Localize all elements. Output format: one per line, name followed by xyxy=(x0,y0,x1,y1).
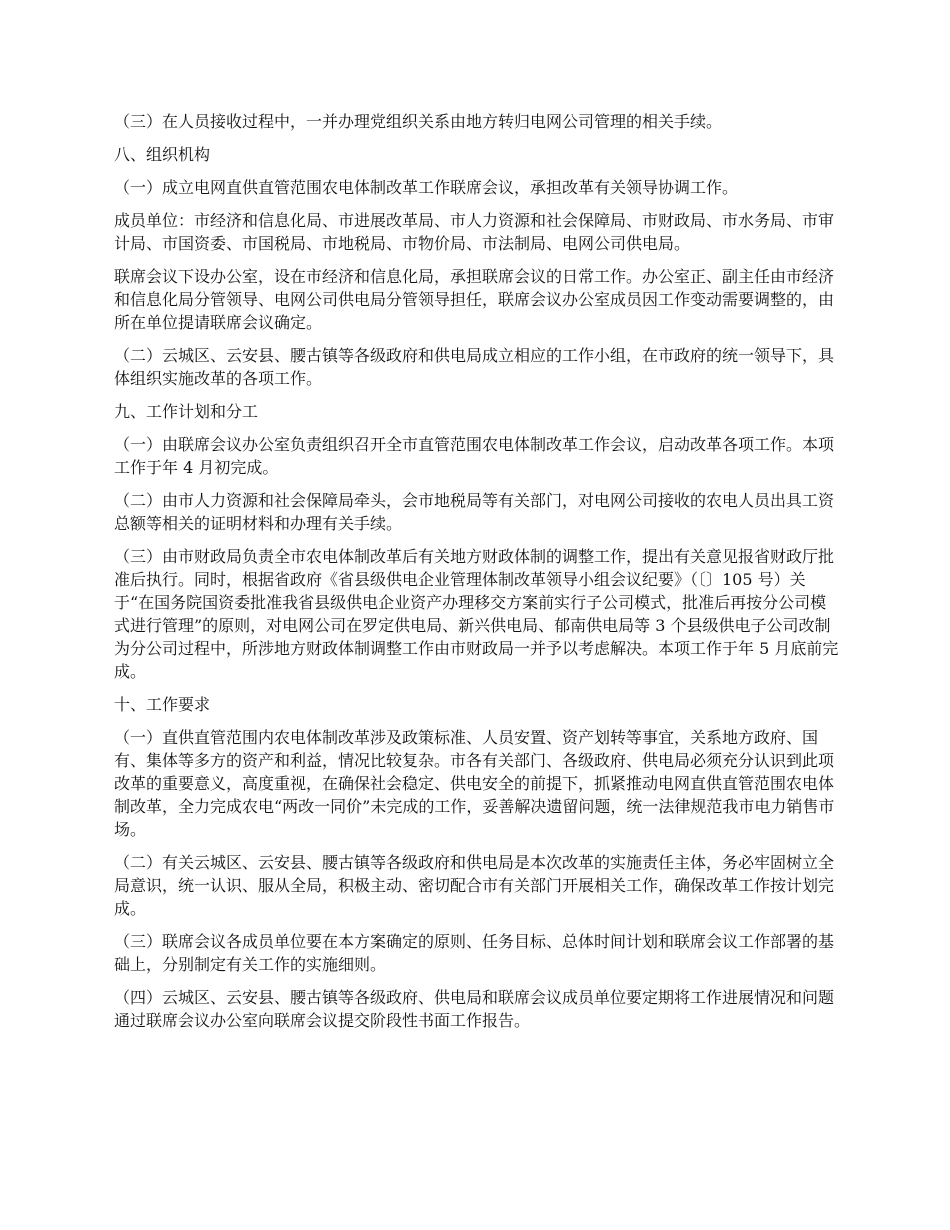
paragraph-9-3: （三）由市财政局负责全市农电体制改革后有关地方财政体制的调整工作，提出有关意见报省财政厅批准后执行。同时，根据省政府《省县级供电企业管理体制改革领导小组会议纪要》（〔〕105 号）关于“在国务院国资委批准我省县级供电企业资产办理移交方案前实行子公司模式，批准后再按分公司模式进行管理”的原则，对电网公司在罗定供电局、新兴供电局、郁南供电局等 3 个县级供电子公司改制为分公司过程中，所涉地方财政体制调整工作由市财政局一并予以考虑解决。本项工作于年 5 月底前完成。 xyxy=(114,547,839,681)
paragraph-8-2-working-groups: （二）云城区、云安县、腰古镇等各级政府和供电局成立相应的工作小组，在市政府的统一领导下，具体组织实施改革的各项工作。 xyxy=(114,346,835,388)
paragraph-office: 联席会议下设办公室，设在市经济和信息化局，承担联席会议的日常工作。办公室正、副主任由市经济和信息化局分管领导、电网公司供电局分管领导担任，联席会议办公室成员因工作变动需要调整的，由所在单位提请联席会议确定。 xyxy=(114,267,835,332)
paragraph-10-3: （三）联席会议各成员单位要在本方案确定的原则、任务目标、总体时间计划和联席会议工作部署的基础上，分别制定有关工作的实施细则。 xyxy=(114,932,835,974)
paragraph-8-1-joint-meeting: （一）成立电网直供直管范围农电体制改革工作联席会议，承担改革有关领导协调工作。 xyxy=(114,178,739,197)
paragraph-10-1: （一）直供直管范围内农电体制改革涉及政策标准、人员安置、资产划转等事宜，关系地方政府、国有、集体等多方的资产和利益，情况比较复杂。市各有关部门、各级政府、供电局必须充分认识到此项改革的重要意义，高度重视，在确保社会稳定、供电安全的前提下，抓紧推动电网直供直管范围农电体制改革，全力完成农电“两改一同价”未完成的工作，妥善解决遗留问题，统一法律规范我市电力销售市场。 xyxy=(114,728,835,839)
section-heading-8: 八、组织机构 xyxy=(114,145,211,164)
document-body xyxy=(114,110,842,1042)
paragraph-10-4: （四）云城区、云安县、腰古镇等各级政府、供电局和联席会议成员单位要定期将工作进展情况和问题通过联席会议办公室向联席会议提交阶段性书面工作报告。 xyxy=(114,988,835,1030)
paragraph-9-2: （二）由市人力资源和社会保障局牵头，会市地税局等有关部门，对电网公司接收的农电人员出具工资总额等相关的证明材料和办理有关手续。 xyxy=(114,491,835,533)
paragraph-9-1: （一）由联席会议办公室负责组织召开全市直管范围农电体制改革工作会议，启动改革各项工作。本项工作于年 4 月初完成。 xyxy=(114,435,835,477)
section-heading-10: 十、工作要求 xyxy=(114,695,211,714)
paragraph-10-2: （二）有关云城区、云安县、腰古镇等各级政府和供电局是本次改革的实施责任主体，务必牢固树立全局意识，统一认识、服从全局，积极主动、密切配合市有关部门开展相关工作，确保改革工作按计划完成。 xyxy=(114,853,835,918)
paragraph-3-3-party-transfer: （三）在人员接收过程中，一并办理党组织关系由地方转归电网公司管理的相关手续。 xyxy=(114,112,723,131)
paragraph-member-units: 成员单位：市经济和信息化局、市进展改革局、市人力资源和社会保障局、市财政局、市水务局、市审计局、市国资委、市国税局、市地税局、市物价局、市法制局、电网公司供电局。 xyxy=(114,211,835,253)
section-heading-9: 九、工作计划和分工 xyxy=(114,402,259,421)
